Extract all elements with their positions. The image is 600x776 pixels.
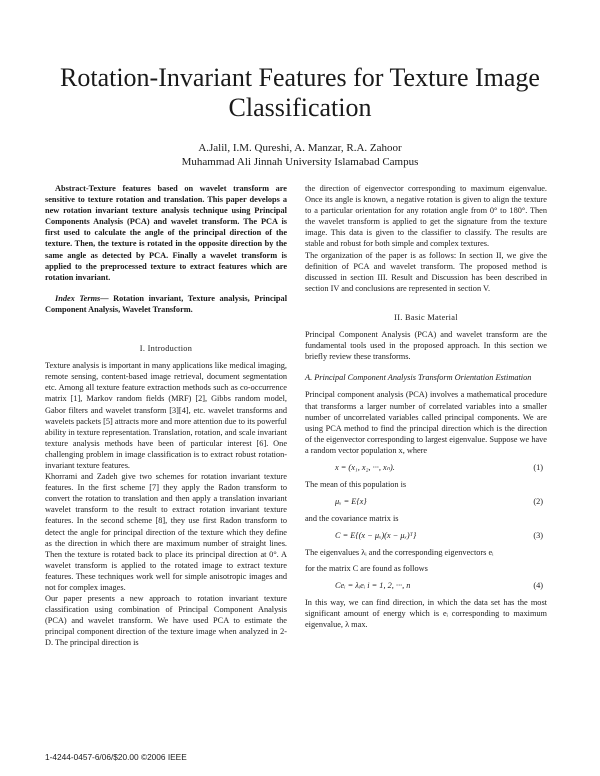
intro-paragraph-2: Khorrami and Zadeh give two schemes for rotation invariant texture features. In the first scheme [7] they apply the Radon transform to convert the rotation to translation and then apply a translation invariant wavelet transform to the result to extract rotation invariant texture features. In the second scheme [8], they use first Radon transform to detect the angle for principal direction of the texture which they define as the direction in which there are maximum number of straight lines. Then the texture is rotated back to place its principal direction at 0°. A wavelet transform is applied to the rotated image to extract texture features. These techniques work well for simple anisotropic images and not for complex images. [45,472,287,592]
equation-3 [305,530,547,541]
final-paragraph: In this way, we can find direction, in which the data set has the most significant amount of energy which is eᵢ corresponding to maximum eigenvalue, λ max. [305,597,547,629]
right-column [305,183,547,630]
eigen-text-2: for the matrix C are found as follows [305,563,428,573]
pca-paragraph: Principal component analysis (PCA) involves a mathematical procedure that transforms a larger number of correlated variables into a smaller number of uncorrelated variables called principal components. We are using PCA method to find the principal direction which is the direction of the eigenvector corresponding to largest eigenvalue. Suppose we have a random vector population x, where [305,390,547,455]
equation-1-number: (1) [533,462,543,472]
paper-title: Rotation-Invariant Features for Texture Image Classification [60,63,540,122]
equation-4-number: (4) [533,580,543,590]
eigen-text: The eigenvalues λᵢ and the corresponding eigenvectors eᵢ [305,548,494,558]
equation-2-expression: μₓ = E{x} [335,497,367,507]
intro-paragraph-1: Texture analysis is important in many applications like medical imaging, remote sensing, content-based image retrieval, document segmentation etc. Among all texture feature extraction methods such as co-occurrence matrix [1], Markov random fields (MRF) [2], Gibbs random model, Gabor filters and wavelet transform [3][4], etc. wavelet transforms and wavelets packets [5] attracts more and more attention due to its powerful ability in texture representation. Translation, rotation, and scale invariant texture analysis methods have been of particular interest [6]. One challenging problem in image classification is to extract robust rotation-invariant texture features. [45,361,287,470]
intro-paragraph-4: the direction of eigenvector corresponding to maximum eigenvalue. Once its angle is known, a negative rotation is given to align the texture to a particular orientation for any rotation angle from 0° to 180°. Then the wavelet transform is applied to get the signature from the texture image. This data is given to the classifier to classify. The results are stable and robust for both simple and complex textures. [305,184,547,249]
paper-authors: A.Jalil, I.M. Qureshi, A. Manzar, R.A. Zahoor [198,142,402,154]
section-heading-basic-material: II. Basic Material [394,312,458,322]
intro-paragraph-3: Our paper presents a new approach to rotation invariant texture classification using combination of Principal Component Analysis (PCA) and wavelet transform. We have used PCA to estimate the principal component direction of the texture image when analyzed in 2-D. The principal direction is [45,594,287,648]
covariance-text: and the covariance matrix is [305,514,399,524]
section-heading-introduction: I. Introduction [139,344,193,354]
equation-2 [305,496,547,507]
subsection-heading-pca: A. Principal Component Analysis Transform Orientation Estimation [305,373,532,383]
mean-text: The mean of this population is [305,480,407,490]
index-terms-lead: Index Terms [55,293,101,303]
copyright-footer: 1-4244-0457-6/06/$20.00 ©2006 IEEE [45,752,187,762]
index-terms-text: — Rotation invariant, Texture analysis, Principal Component Analysis, Wavelet Transform. [45,293,288,314]
equation-4 [305,580,547,591]
equation-1-expression: x = (x₁, x₂, ···, xₙ). [335,462,395,472]
organization-paragraph: The organization of the paper is as follows: In section II, we give the definition of PCA and wavelet transform. The proposed method is discussed in section III. Result and Discussion has been described in section IV and conclusions are represented in section V. [305,250,547,293]
equation-3-expression: C = E{(x − μₓ)(x − μₓ)ᵀ} [335,531,417,541]
abstract: Abstract-Texture features based on wavelet transform are sensitive to texture rotation and translation. This paper develops a new rotation invariant texture analysis technique using Principal Components Analysis (PCA) and wavelet transform. The PCA is first used to calculate the angle of the principal direction of the texture. Then, the texture is rotated in the opposite direction by the same angle as detected by PCA. Finally a wavelet transform is applied to the preprocessed texture to extract features which are rotation invariant. [45,184,287,282]
equation-4-expression: Ceᵢ = λᵢeᵢ i = 1, 2, ···, n [335,580,411,590]
paper-affiliation: Muhammad Ali Jinnah University Islamabad Campus [181,156,419,168]
equation-3-number: (3) [533,531,543,541]
left-column [45,183,287,649]
equation-1 [305,462,547,473]
equation-2-number: (2) [533,497,543,507]
index-terms [45,293,287,315]
basic-paragraph: Principal Component Analysis (PCA) and wavelet transform are the fundamental tools used in the proposed approach. In this section we briefly review these transforms. [305,330,547,362]
